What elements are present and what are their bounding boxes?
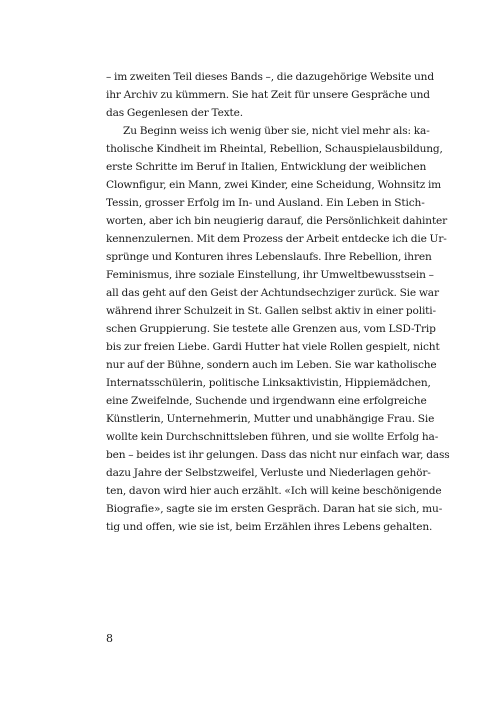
text-line: – im zweiten Teil dieses Bands –, die dazugehörige Website und (106, 71, 434, 83)
text-line: ben – beides ist ihr gelungen. Dass das nicht nur einfach war, dass (106, 449, 450, 461)
text-line: erste Schritte im Beruf in Italien, Entwicklung der weiblichen (106, 161, 427, 173)
text-line: bis zur freien Liebe. Gardi Hutter hat viele Rollen gespielt, nicht (106, 341, 440, 353)
text-line: schen Gruppierung. Sie testete alle Grenzen aus, vom LSD-Trip (106, 323, 436, 335)
text-line: Feminismus, ihre soziale Einstellung, ihr Umweltbewusstsein – (106, 269, 434, 281)
text-line: Clownfigur, ein Mann, zwei Kinder, eine Scheidung, Wohnsitz im (106, 179, 442, 191)
text-line: worten, aber ich bin neugierig darauf, die Persönlichkeit dahinter (106, 215, 448, 227)
text-line: während ihrer Schulzeit in St. Gallen selbst aktiv in einer politi- (106, 305, 436, 317)
text-line: all das geht auf den Geist der Achtundsechziger zurück. Sie war (106, 287, 439, 299)
text-line: tholische Kindheit im Rheintal, Rebellion, Schauspielausbildung, (106, 143, 443, 155)
text-line: Tessin, grosser Erfolg im In- und Ausland. Ein Leben in Stich- (106, 197, 425, 209)
text-line: das Gegenlesen der Texte. (106, 107, 243, 119)
text-line: Künstlerin, Unternehmerin, Mutter und unabhängige Frau. Sie (106, 413, 435, 425)
text-line: kennenzulernen. Mit dem Prozess der Arbeit entdecke ich die Ur- (106, 233, 447, 245)
text-line: ihr Archiv zu kümmern. Sie hat Zeit für unsere Gespräche und (106, 89, 430, 101)
text-line: tig und offen, wie sie ist, beim Erzählen ihres Lebens gehalten. (106, 521, 433, 533)
text-line: dazu Jahre der Selbstzweifel, Verluste und Niederlagen gehör- (106, 467, 431, 479)
text-line: nur auf der Bühne, sondern auch im Leben. Sie war katholische (106, 359, 437, 371)
text-line: eine Zweifelnde, Suchende und irgendwann eine erfolgreiche (106, 395, 427, 407)
text-line: sprünge und Konturen ihres Lebenslaufs. Ihre Rebellion, ihren (106, 251, 432, 263)
body-text (106, 68, 450, 536)
page-number: 8 (106, 632, 113, 645)
text-line: Internatsschülerin, politische Linksaktivistin, Hippiemädchen, (106, 377, 431, 389)
text-line: Zu Beginn weiss ich wenig über sie, nicht viel mehr als: ka- (123, 125, 430, 137)
text-line: ten, davon wird hier auch erzählt. «Ich will keine beschönigende (106, 485, 442, 497)
text-line: Biografie», sagte sie im ersten Gespräch. Daran hat sie sich, mu- (106, 503, 443, 515)
text-line: wollte kein Durchschnittsleben führen, und sie wollte Erfolg ha- (106, 431, 439, 443)
